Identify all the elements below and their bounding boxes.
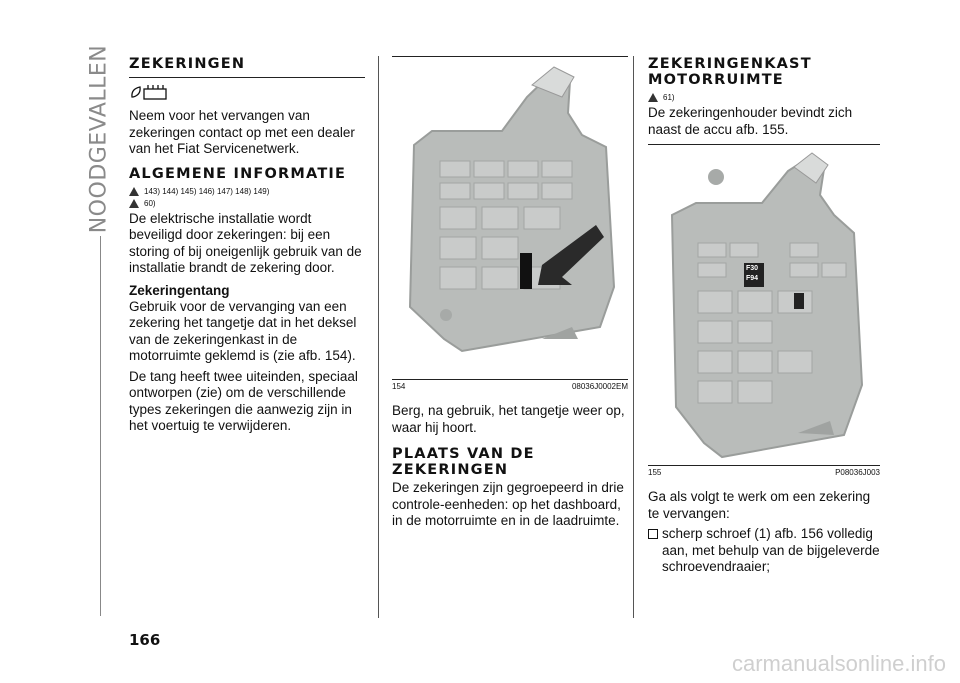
caution-refs-text: 60)	[144, 198, 156, 208]
column-separator-2	[633, 56, 634, 618]
body-text-1: De elektrische installatie wordt beveiligd door zekeringen: bij een storing of bij oneigenlijk gebruik van de installatie brandt de zekering door.	[129, 210, 362, 275]
body-text-2: Gebruik voor de vervanging van een zekering het tangetje dat in het deksel van de zekeringenkast in de motorruimte geklemd is (zie afb. 154).	[129, 298, 357, 363]
figure-154	[392, 57, 628, 379]
bullet-box-icon	[648, 529, 658, 539]
figure-154-code: 08036J0002EM	[571, 382, 628, 391]
fuse-box-motor-illustration	[648, 145, 880, 465]
side-tab-line	[100, 236, 101, 616]
body-text-7: Ga als volgt te werk om een zekering te vervangen:	[648, 489, 871, 521]
column-1	[129, 56, 365, 435]
fuse-label-f30: F30	[746, 265, 759, 272]
caution-triangle-icon	[129, 199, 139, 208]
fuse-box-illustration	[392, 57, 628, 379]
warning-refs	[129, 187, 365, 196]
body-text-6: De zekeringenhouder bevindt zich naast de accu afb. 155.	[648, 105, 853, 137]
watermark: carmanualsonline.info	[731, 651, 946, 676]
heading-zekeringen: ZEKERINGEN	[129, 56, 246, 72]
caution-refs	[129, 199, 365, 208]
heading-rule	[129, 77, 365, 78]
page-number: 166	[129, 631, 161, 649]
figure-155-caption	[648, 465, 880, 477]
intro-text: Neem voor het vervangen van zekeringen contact op met een dealer van het Fiat Servicenetwerk.	[129, 108, 355, 156]
caution-refs-2-text: 61)	[663, 93, 675, 102]
column-2	[392, 56, 628, 530]
column-3	[648, 56, 880, 576]
bullet-item-1	[648, 526, 880, 576]
side-tab	[84, 44, 114, 234]
figure-154-number: 154	[392, 382, 406, 391]
fuse-label-f94: F94	[746, 275, 759, 282]
caution-triangle-icon-2	[648, 93, 658, 102]
eco-fuse-icon	[129, 83, 173, 101]
bullet-item-1-text: scherp schroef (1) afb. 156 volledig aan, met behulp van de bijgeleverde schroevendraaier;	[662, 526, 880, 574]
body-text-3: De tang heeft twee uiteinden, speciaal ontworpen (zie) om de verschillende types zekeringen die aanwezig zijn in het voertuig te verwijderen.	[129, 368, 358, 433]
warning-triangle-icon	[129, 187, 139, 196]
figure-155-code: P08036J003	[835, 468, 880, 477]
subheading-zekeringentang: Zekeringentang	[129, 282, 230, 298]
figure-155-number: 155	[648, 468, 662, 477]
heading-algemene-informatie: ALGEMENE INFORMATIE	[129, 165, 347, 182]
figure-155	[648, 145, 880, 465]
body-text-5: De zekeringen zijn gegroepeerd in drie controle-eenheden: op het dashboard, in de motorruimte en in de laadruimte.	[392, 480, 624, 528]
heading-zekeringenkast-motorruimte: ZEKERINGENKAST MOTORRUIMTE	[648, 56, 812, 88]
warning-refs-text: 143) 144) 145) 146) 147) 148) 149)	[144, 186, 270, 196]
figure-154-caption	[392, 379, 628, 391]
heading-plaats-van-de-zekeringen: PLAATS VAN DE ZEKERINGEN	[392, 446, 535, 478]
side-tab-label: NOODGEVALLEN	[86, 44, 112, 234]
column-separator-1	[378, 56, 379, 618]
caution-refs-2	[648, 93, 880, 102]
body-text-4: Berg, na gebruik, het tangetje weer op, waar hij hoort.	[392, 403, 625, 435]
